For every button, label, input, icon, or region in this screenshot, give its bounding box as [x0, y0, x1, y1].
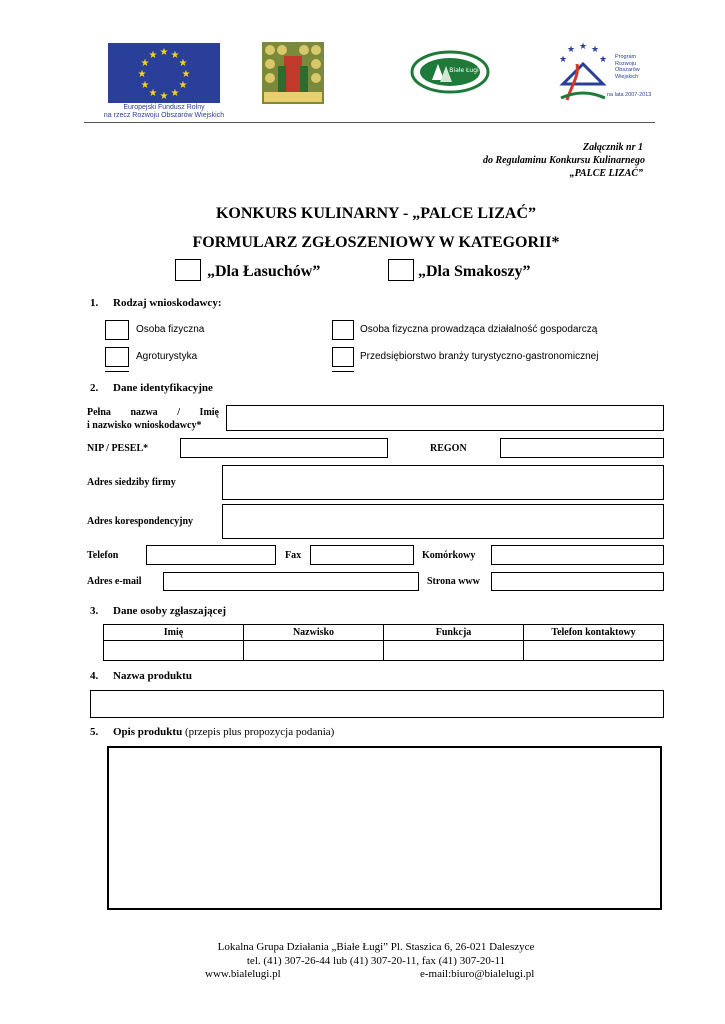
applicant-agroturystyka-checkbox[interactable]	[105, 347, 129, 367]
svg-text:★: ★	[567, 45, 576, 55]
address-input[interactable]	[222, 465, 664, 500]
column-imie: Imię	[104, 625, 244, 641]
footer-address: Lokalna Grupa Działania „Białe Ługi” Pl. Staszica 6, 26-021 Daleszyce	[217, 941, 535, 953]
www-label: Strona www	[427, 576, 480, 587]
svg-text:★: ★	[170, 88, 180, 99]
email-input[interactable]	[163, 572, 419, 591]
footer-email-link[interactable]: e-mail:biuro@bialelugi.pl	[420, 968, 535, 980]
nip-input[interactable]	[180, 438, 388, 458]
regon-label: REGON	[430, 443, 467, 454]
annex-line-2: do Regulaminu Konkursu Kulinarnego	[482, 155, 645, 166]
mobile-input[interactable]	[491, 545, 664, 565]
table-row	[104, 641, 664, 661]
www-input[interactable]	[491, 572, 664, 591]
prow-text: Program Rozwoju Obszarów Wiejskich	[615, 54, 640, 80]
contact-person-table	[103, 624, 664, 661]
column-funkcja: Funkcja	[384, 625, 524, 641]
phone-input[interactable]	[146, 545, 276, 565]
section5-note: (przepis plus propozycja podania)	[184, 726, 335, 738]
svg-text:★: ★	[178, 80, 188, 91]
section2-number: 2.	[90, 382, 99, 394]
product-name-input[interactable]	[90, 690, 664, 718]
section1-number: 1.	[90, 297, 99, 309]
annex-line-3: „PALCE LIZAĆ”	[569, 168, 643, 179]
fax-label: Fax	[285, 550, 302, 561]
eu-logo-caption: Europejski Fundusz Rolny na rzecz Rozwoju Obszarów Wiejskich	[103, 104, 225, 119]
svg-text:★: ★	[137, 69, 147, 80]
column-telefon: Telefon kontaktowy	[524, 625, 664, 641]
svg-text:★: ★	[170, 50, 180, 61]
footer-phones: tel. (41) 307-26-44 lub (41) 307-20-11, fax (41) 307-20-11	[246, 955, 506, 967]
column-nazwisko: Nazwisko	[244, 625, 384, 641]
svg-text:★: ★	[148, 88, 158, 99]
svg-text:★: ★	[579, 42, 588, 52]
page-title: KONKURS KULINARNY - „PALCE LIZAĆ”	[215, 205, 537, 222]
correspondence-input[interactable]	[222, 504, 664, 539]
email-label: Adres e-mail	[87, 576, 142, 587]
section4-number: 4.	[90, 670, 99, 682]
section5-heading	[113, 726, 334, 738]
section2-title: Dane identyfikacyjne	[113, 382, 213, 394]
category-smakosze-checkbox[interactable]	[388, 259, 414, 281]
page-subtitle: FORMULARZ ZGŁOSZENIOWY W KATEGORII*	[192, 234, 560, 251]
annex-line-1: Załącznik nr 1	[582, 142, 643, 153]
telefon-cell-input[interactable]	[524, 641, 664, 661]
correspondence-label: Adres korespondencyjny	[87, 516, 194, 527]
category-lasuchy-checkbox[interactable]	[175, 259, 201, 281]
svg-text:★: ★	[599, 55, 608, 65]
applicant-osoba-fizyczna-label: Osoba fizyczna	[136, 324, 205, 335]
lgd-bialelugi-logo	[410, 50, 490, 94]
category-smakosze-label: „Dla Smakoszy”	[418, 263, 531, 280]
imie-cell-input[interactable]	[104, 641, 244, 661]
svg-text:★: ★	[148, 50, 158, 61]
section3-number: 3.	[90, 605, 99, 617]
applicant-dzialalnosc-checkbox[interactable]	[332, 320, 354, 340]
mobile-label: Komórkowy	[422, 550, 476, 561]
section3-title: Dane osoby zgłaszającej	[113, 605, 227, 617]
annex-note	[483, 141, 645, 180]
svg-text:★: ★	[159, 91, 169, 102]
svg-text:★: ★	[591, 45, 600, 55]
svg-text:★: ★	[140, 58, 150, 69]
nazwisko-cell-input[interactable]	[244, 641, 384, 661]
section5-number: 5.	[90, 726, 99, 738]
applicant-agroturystyka-label: Agroturystyka	[136, 351, 198, 362]
address-label: Adres siedziby firmy	[87, 477, 176, 488]
fax-input[interactable]	[310, 545, 414, 565]
svg-text:★: ★	[140, 80, 150, 91]
svg-text:★: ★	[559, 55, 568, 65]
applicant-gastronomia-checkbox[interactable]	[332, 347, 354, 367]
footer-www-link[interactable]: www.bialelugi.pl	[205, 968, 281, 980]
phone-label: Telefon	[87, 550, 119, 561]
eu-logo	[108, 43, 220, 103]
applicant-gastronomia-label: Przedsiębiorstwo branży turystyczno-gastronomicznej	[360, 351, 599, 362]
funkcja-cell-input[interactable]	[384, 641, 524, 661]
svg-text:★: ★	[181, 69, 191, 80]
section1-title: Rodzaj wnioskodawcy:	[113, 297, 222, 309]
table-header-row	[104, 625, 664, 641]
prow-logo	[553, 42, 652, 104]
leader-logo	[262, 42, 324, 104]
product-description-textarea[interactable]	[107, 746, 662, 910]
leader-logo-icon	[262, 42, 324, 104]
regon-input[interactable]	[500, 438, 664, 458]
eu-flag-icon	[108, 43, 220, 103]
applicant-osoba-fizyczna-checkbox[interactable]	[105, 320, 129, 340]
nip-label: NIP / PESEL*	[87, 443, 149, 454]
prow-star-house-icon	[553, 42, 613, 104]
section4-title: Nazwa produktu	[113, 670, 192, 682]
applicant-dzialalnosc-label: Osoba fizyczna prowadząca działalność gospodarczą	[360, 324, 598, 335]
svg-text:★: ★	[178, 58, 188, 69]
separator-tick	[332, 371, 354, 372]
prow-years: na lata 2007-2013	[607, 92, 652, 98]
fullname-label: Pełna nazwa / Imię i nazwisko wnioskodawcy*	[87, 407, 219, 431]
svg-text:★: ★	[159, 47, 169, 58]
category-lasuchy-label: „Dla Łasuchów”	[207, 263, 321, 280]
separator-tick	[105, 371, 129, 372]
fullname-input[interactable]	[226, 405, 664, 431]
section5-title: Opis produktu	[113, 726, 183, 738]
lgd-logo-icon	[410, 50, 490, 94]
header-divider	[84, 122, 655, 123]
svg-text:Białe Ługi: Białe Ługi	[449, 67, 479, 74]
